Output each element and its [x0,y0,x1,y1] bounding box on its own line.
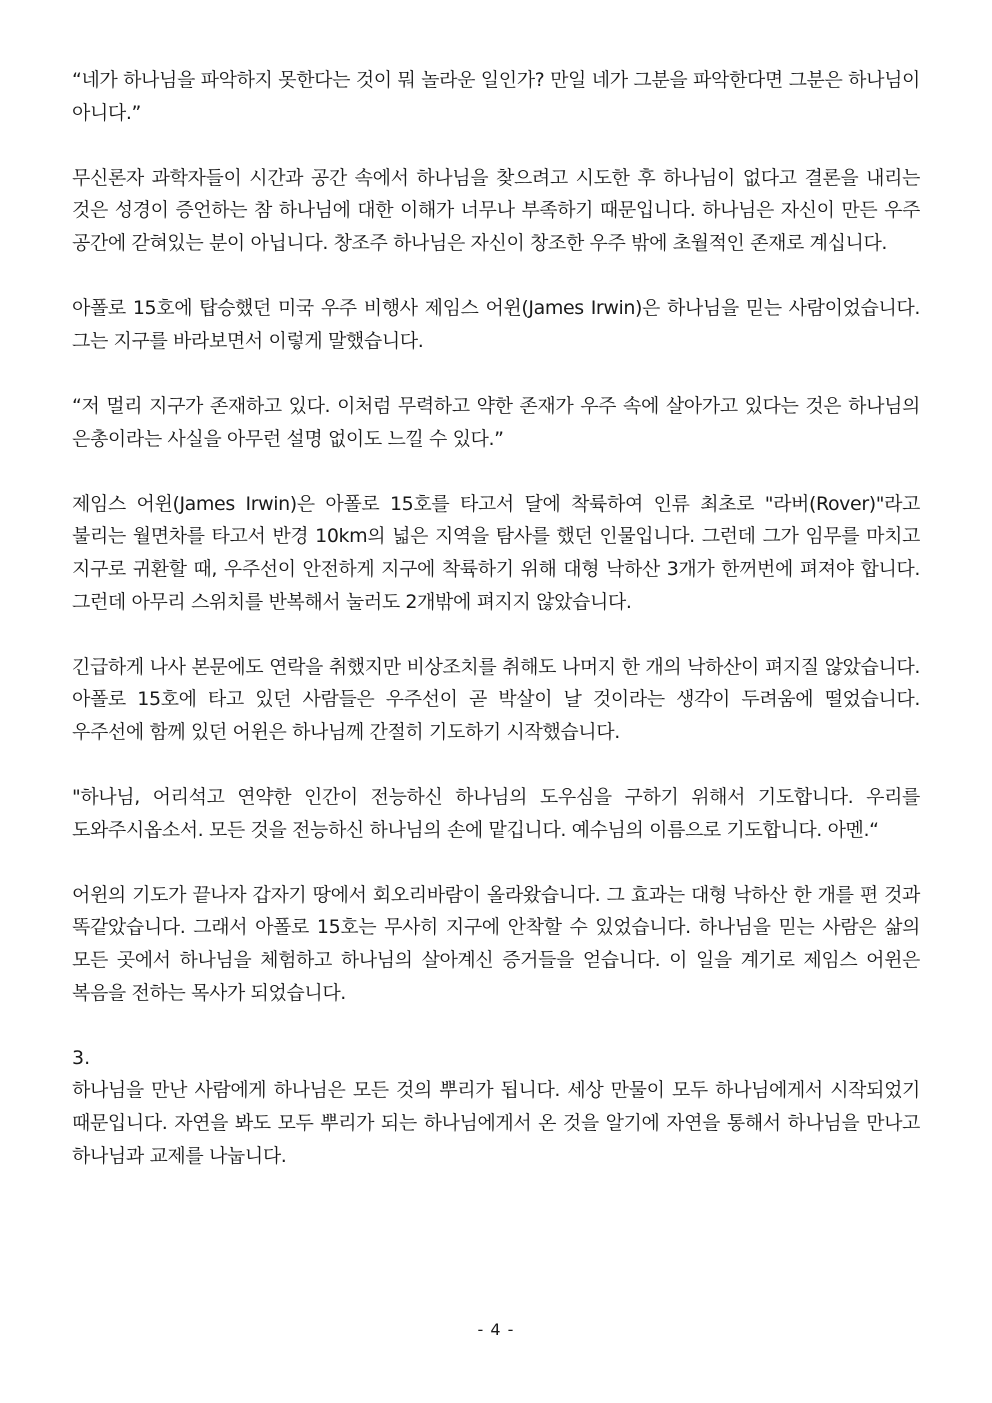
body-paragraph: 제임스 어윈(James Irwin)은 아폴로 15호를 타고서 달에 착륙하여 인류 최초로 "라버(Rover)"라고 불리는 월면차를 타고서 반경 10km의 넓은 지역을 탐사를 했던 인물입니다. 그런데 그가 임무를 마치고 지구로 귀환할 때, 우주선이 안전하게 지구에 착륙하기 위해 대형 낙하산 3개가 한꺼번에 펴져야 합니다. 그런데 아무리 스위치를 반복해서 눌러도 2개밖에 펴지지 않았습니다. [72,492,920,613]
prayer-paragraph: "하나님, 어리석고 연약한 인간이 전능하신 하나님의 도우심을 구하기 위해서 기도합니다. 우리를 도와주시옵소서. 모든 것을 전능하신 하나님의 손에 맡깁니다. 예수님의 이름으로 기도합니다. 아멘.“ [72,786,920,841]
body-paragraph: 긴급하게 나사 본문에도 연락을 취했지만 비상조치를 취해도 나머지 한 개의 낙하산이 펴지질 않았습니다. 아폴로 15호에 타고 있던 사람들은 우주선이 곧 박살이 날 것이라는 생각이 두려움에 떨었습니다. 우주선에 함께 있던 어윈은 하나님께 간절히 기도하기 시작했습니다. [72,655,920,743]
body-paragraph: 무신론자 과학자들이 시간과 공간 속에서 하나님을 찾으려고 시도한 후 하나님이 없다고 결론을 내리는 것은 성경이 증언하는 참 하나님에 대한 이해가 너무나 부족하기 때문입니다. 하나님은 자신이 만든 우주 공간에 갇혀있는 분이 아닙니다. 창조주 하나님은 자신이 창조한 우주 밖에 초월적인 존재로 계십니다. [72,166,920,254]
section-paragraph: 하나님을 만난 사람에게 하나님은 모든 것의 뿌리가 됩니다. 세상 만물이 모두 하나님에게서 시작되었기 때문입니다. 자연을 봐도 모두 뿌리가 되는 하나님에게서 온 것을 알기에 자연을 통해서 하나님을 만나고 하나님과 교제를 나눕니다. [72,1079,920,1167]
section-number: 3. [72,1046,91,1069]
page-number: - 4 - [477,1320,515,1339]
document-body [72,64,920,1172]
body-paragraph: 아폴로 15호에 탑승했던 미국 우주 비행사 제임스 어윈(James Irwin)은 하나님을 믿는 사람이었습니다. 그는 지구를 바라보면서 이렇게 말했습니다. [72,297,920,352]
quote-paragraph: “네가 하나님을 파악하지 못한다는 것이 뭐 놀라운 일인가? 만일 네가 그분을 파악한다면 그분은 하나님이 아니다.” [72,69,920,124]
quote-paragraph: “저 멀리 지구가 존재하고 있다. 이처럼 무력하고 약한 존재가 우주 속에 살아가고 있다는 것은 하나님의 은총이라는 사실을 아무런 설명 없이도 느낄 수 있다.” [72,394,920,450]
body-paragraph: 어윈의 기도가 끝나자 갑자기 땅에서 회오리바람이 올라왔습니다. 그 효과는 대형 낙하산 한 개를 편 것과 똑같았습니다. 그래서 아폴로 15호는 무사히 지구에 안착할 수 있었습니다. 하나님을 믿는 사람은 삶의 모든 곳에서 하나님을 체험하고 하나님의 살아계신 증거들을 얻습니다. 이 일을 계기로 제임스 어윈은 복음을 전하는 목사가 되었습니다. [72,883,920,1004]
